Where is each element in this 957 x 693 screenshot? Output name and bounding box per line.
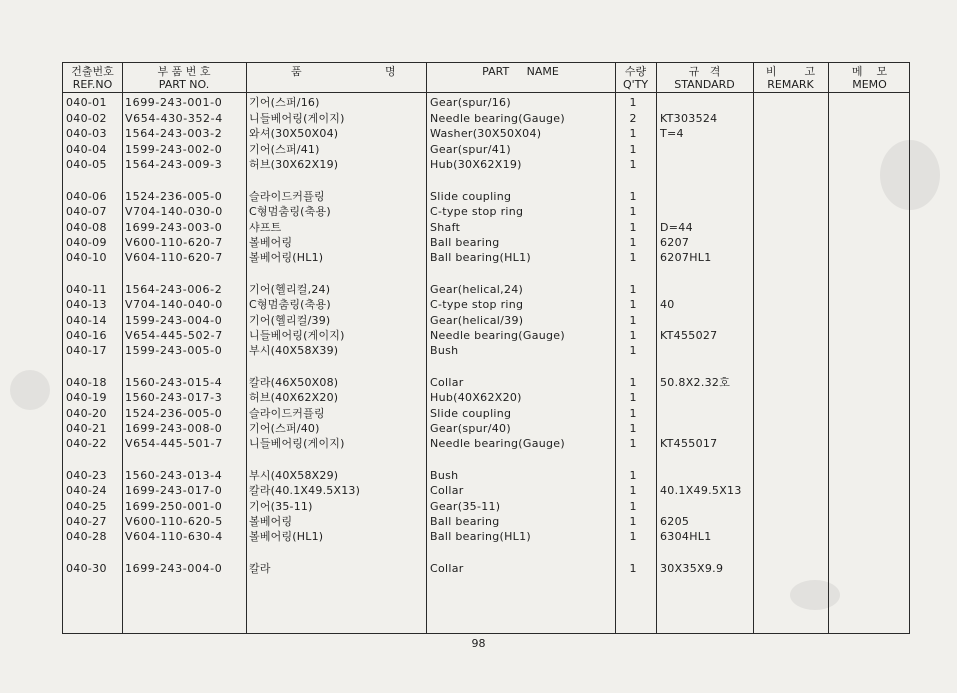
ref-no: 040-13 (66, 298, 107, 311)
ref-no: 040-06 (66, 190, 107, 203)
part-name-en: Hub(40X62X20) (430, 391, 522, 404)
part-no: 1564-243-006-2 (125, 283, 223, 296)
part-name-en: Needle bearing(Gauge) (430, 329, 565, 342)
part-name-en: Collar (430, 484, 464, 497)
quantity: 1 (629, 251, 637, 264)
part-no: 1699-243-003-0 (125, 221, 223, 234)
header-standard (656, 65, 753, 91)
part-name-en: Slide coupling (430, 407, 512, 420)
table-row (63, 529, 909, 544)
ref-no: 040-20 (66, 407, 107, 420)
quantity: 1 (629, 127, 637, 140)
part-name-en: Ball bearing(HL1) (430, 530, 532, 543)
table-row (63, 514, 909, 529)
part-name-en: Gear(35-11) (430, 500, 501, 513)
standard: 40 (660, 298, 675, 311)
header-qty-en: Q'TY (622, 78, 649, 91)
part-name-en: Gear(helical,24) (430, 283, 524, 296)
header-ref-kr: 건출번호 (71, 65, 114, 78)
part-no: V600-110-620-5 (125, 515, 223, 528)
part-no: 1699-243-004-0 (125, 562, 223, 575)
part-name-kr: 기어(스퍼/40) (249, 422, 320, 435)
ref-no: 040-08 (66, 221, 107, 234)
part-name-kr: 샤프트 (249, 221, 282, 234)
part-name-kr: C형멈춤링(축용) (249, 298, 331, 311)
part-no: V704-140-030-0 (125, 205, 223, 218)
part-name-kr: 슬라이드커플링 (249, 407, 325, 420)
table-row (63, 282, 909, 297)
part-name-en: Washer(30X50X04) (430, 127, 542, 140)
header-rule (63, 92, 909, 93)
ref-no: 040-18 (66, 376, 107, 389)
part-no: 1599-243-002-0 (125, 143, 223, 156)
part-name-kr: 허브(40X62X20) (249, 391, 339, 404)
table-row (63, 250, 909, 265)
quantity: 1 (629, 96, 637, 109)
quantity: 1 (629, 407, 637, 420)
part-no: 1564-243-003-2 (125, 127, 223, 140)
quantity: 1 (629, 283, 637, 296)
part-no: V654-430-352-4 (125, 112, 223, 125)
ref-no: 040-22 (66, 437, 107, 450)
part-name-kr: 볼베어링(HL1) (249, 251, 324, 264)
table-row (63, 483, 909, 498)
table-row (63, 468, 909, 483)
part-name-kr: 볼베어링(HL1) (249, 530, 324, 543)
part-no: V654-445-501-7 (125, 437, 223, 450)
header-remark (753, 65, 828, 91)
part-name-en: Hub(30X62X19) (430, 158, 522, 171)
part-name-kr: 기어(35-11) (249, 500, 313, 513)
table-row (63, 111, 909, 126)
header-remark-en: REMARK (767, 78, 814, 91)
table-row (63, 95, 909, 110)
table-row (63, 126, 909, 141)
quantity: 1 (629, 391, 637, 404)
header-part-en: PART NO. (158, 78, 210, 91)
ref-no: 040-21 (66, 422, 107, 435)
part-no: V704-140-040-0 (125, 298, 223, 311)
part-name-kr: 니들베어링(게이지) (249, 329, 345, 342)
table-row (63, 421, 909, 436)
part-no: 1699-243-017-0 (125, 484, 223, 497)
part-name-kr: 칼라(40.1X49.5X13) (249, 484, 361, 497)
ref-no: 040-09 (66, 236, 107, 249)
table-row (63, 436, 909, 451)
part-no: 1560-243-015-4 (125, 376, 223, 389)
quantity: 1 (629, 437, 637, 450)
header-part (122, 65, 246, 91)
part-no: V600-110-620-7 (125, 236, 223, 249)
quantity: 1 (629, 158, 637, 171)
table-row (63, 220, 909, 235)
header-part-kr: 부 품 번 호 (157, 65, 211, 78)
ref-no: 040-02 (66, 112, 107, 125)
part-name-kr: 칼라 (249, 562, 271, 575)
table-row (63, 189, 909, 204)
header-name-en: PART NAME (482, 65, 559, 78)
table-row (63, 390, 909, 405)
table-row (63, 204, 909, 219)
part-name-kr: 부시(40X58X39) (249, 344, 339, 357)
ref-no: 040-11 (66, 283, 107, 296)
part-name-kr: 니들베어링(게이지) (249, 112, 345, 125)
part-name-en: Bush (430, 344, 459, 357)
part-name-en: Ball bearing (430, 515, 500, 528)
header-remark-kr: 비 고 (765, 65, 816, 78)
standard: 50.8X2.32호 (660, 376, 731, 389)
part-name-kr: 기어(스퍼/41) (249, 143, 320, 156)
standard: D=44 (660, 221, 693, 234)
header-name-kr-2: 명 (385, 65, 396, 78)
table-row (63, 313, 909, 328)
ref-no: 040-03 (66, 127, 107, 140)
quantity: 1 (629, 314, 637, 327)
table-row (63, 328, 909, 343)
standard: KT303524 (660, 112, 718, 125)
quantity: 1 (629, 205, 637, 218)
ref-no: 040-14 (66, 314, 107, 327)
part-name-kr: 슬라이드커플링 (249, 190, 325, 203)
quantity: 1 (629, 329, 637, 342)
quantity: 1 (629, 344, 637, 357)
part-no: V604-110-620-7 (125, 251, 223, 264)
ref-no: 040-28 (66, 530, 107, 543)
part-no: 1560-243-017-3 (125, 391, 223, 404)
table-row (63, 142, 909, 157)
header-memo (828, 65, 911, 91)
quantity: 1 (629, 500, 637, 513)
table-row (63, 375, 909, 390)
quantity: 1 (629, 469, 637, 482)
part-name-kr: 볼베어링 (249, 236, 293, 249)
ref-no: 040-27 (66, 515, 107, 528)
part-name-en: Ball bearing (430, 236, 500, 249)
header-name-kr-1: 품 (291, 65, 302, 78)
header-memo-en: MEMO (852, 78, 887, 91)
part-name-en: Bush (430, 469, 459, 482)
ref-no: 040-07 (66, 205, 107, 218)
quantity: 1 (629, 143, 637, 156)
ref-no: 040-19 (66, 391, 107, 404)
standard: 6304HL1 (660, 530, 712, 543)
header-memo-kr: 메 모 (851, 65, 888, 78)
standard: 6207 (660, 236, 690, 249)
ref-no: 040-04 (66, 143, 107, 156)
ref-no: 040-01 (66, 96, 107, 109)
part-name-en: Gear(spur/40) (430, 422, 511, 435)
part-no: 1699-243-001-0 (125, 96, 223, 109)
quantity: 1 (629, 376, 637, 389)
part-name-kr: 니들베어링(게이지) (249, 437, 345, 450)
part-no: 1699-243-008-0 (125, 422, 223, 435)
part-name-kr: 칼라(46X50X08) (249, 376, 339, 389)
part-no: 1560-243-013-4 (125, 469, 223, 482)
table-row (63, 235, 909, 250)
part-name-kr: 기어(스퍼/16) (249, 96, 320, 109)
part-name-kr: 부시(40X58X29) (249, 469, 339, 482)
part-name-en: Gear(spur/16) (430, 96, 511, 109)
standard: 30X35X9.9 (660, 562, 724, 575)
part-no: V604-110-630-4 (125, 530, 223, 543)
paper-stain (10, 370, 50, 410)
part-no: 1599-243-004-0 (125, 314, 223, 327)
table-row (63, 499, 909, 514)
part-name-en: Slide coupling (430, 190, 512, 203)
table-row (63, 343, 909, 358)
ref-no: 040-30 (66, 562, 107, 575)
ref-no: 040-25 (66, 500, 107, 513)
header-qty (615, 65, 656, 91)
quantity: 1 (629, 298, 637, 311)
quantity: 2 (629, 112, 637, 125)
part-name-kr: 기어(헬리컬,24) (249, 283, 331, 296)
quantity: 1 (629, 221, 637, 234)
part-no: 1524-236-005-0 (125, 407, 223, 420)
quantity: 1 (629, 422, 637, 435)
quantity: 1 (629, 562, 637, 575)
standard: KT455017 (660, 437, 718, 450)
standard: 6205 (660, 515, 690, 528)
table-row (63, 297, 909, 312)
part-name-en: C-type stop ring (430, 205, 524, 218)
quantity: 1 (629, 190, 637, 203)
ref-no: 040-17 (66, 344, 107, 357)
part-name-kr: 기어(헬리컬/39) (249, 314, 331, 327)
header-qty-kr: 수량 (624, 65, 647, 78)
ref-no: 040-24 (66, 484, 107, 497)
part-no: 1699-250-001-0 (125, 500, 223, 513)
part-name-kr: 볼베어링 (249, 515, 293, 528)
part-name-en: Collar (430, 562, 464, 575)
part-name-kr: C형멈춤링(축용) (249, 205, 331, 218)
part-name-en: Needle bearing(Gauge) (430, 112, 565, 125)
ref-no: 040-23 (66, 469, 107, 482)
standard: KT455027 (660, 329, 718, 342)
standard: 6207HL1 (660, 251, 712, 264)
part-name-en: Gear(helical/39) (430, 314, 524, 327)
page-number: 98 (471, 637, 486, 650)
parts-list-table (62, 62, 910, 634)
part-name-en: C-type stop ring (430, 298, 524, 311)
part-no: V654-445-502-7 (125, 329, 223, 342)
quantity: 1 (629, 515, 637, 528)
part-name-en: Ball bearing(HL1) (430, 251, 532, 264)
quantity: 1 (629, 530, 637, 543)
part-name-kr: 와셔(30X50X04) (249, 127, 339, 140)
table-row (63, 157, 909, 172)
table-row (63, 406, 909, 421)
part-name-kr: 허브(30X62X19) (249, 158, 339, 171)
ref-no: 040-05 (66, 158, 107, 171)
part-no: 1524-236-005-0 (125, 190, 223, 203)
part-name-en: Shaft (430, 221, 461, 234)
table-row (63, 561, 909, 576)
quantity: 1 (629, 236, 637, 249)
part-no: 1564-243-009-3 (125, 158, 223, 171)
header-ref-en: REF.NO (72, 78, 113, 91)
ref-no: 040-16 (66, 329, 107, 342)
header-standard-kr: 규 격 (688, 65, 721, 78)
part-name-en: Gear(spur/41) (430, 143, 511, 156)
part-name-en: Needle bearing(Gauge) (430, 437, 565, 450)
header-standard-en: STANDARD (674, 78, 735, 91)
standard: 40.1X49.5X13 (660, 484, 742, 497)
header-ref (63, 65, 122, 91)
standard: T=4 (660, 127, 684, 140)
ref-no: 040-10 (66, 251, 107, 264)
part-name-en: Collar (430, 376, 464, 389)
quantity: 1 (629, 484, 637, 497)
part-no: 1599-243-005-0 (125, 344, 223, 357)
